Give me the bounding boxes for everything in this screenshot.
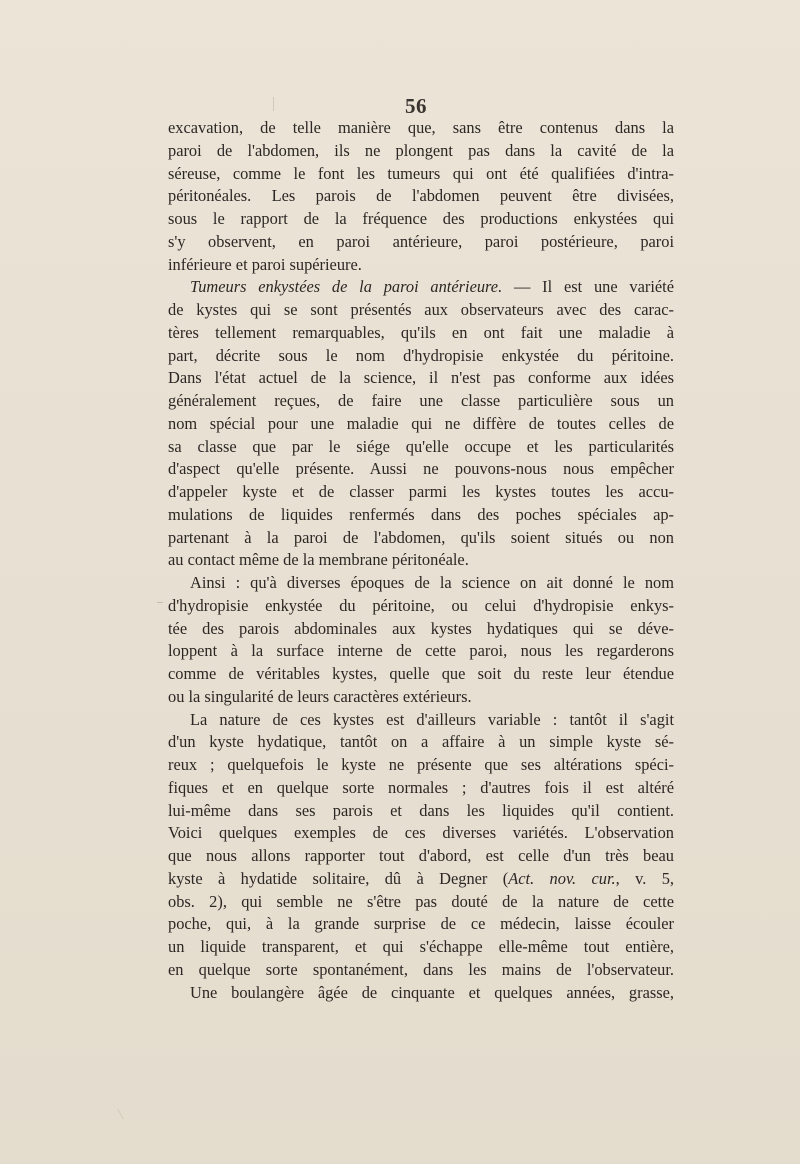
text-line: excavation, de telle manière que, sans être contenus dans la — [168, 118, 674, 137]
section-heading: Tumeurs enkystées de la paroi antérieure. — [190, 277, 503, 297]
text-fragment: kyste à hydatide solitaire, dû à Degner ( — [168, 868, 509, 888]
text-line: reux ; quelquefois le kyste ne présente que ses altérations spéci- — [168, 755, 674, 774]
text-line: sous le rapport de la fréquence des productions enkystées qui — [168, 209, 674, 228]
text-line: mulations de liquides renfermés dans des poches spéciales ap- — [168, 504, 674, 524]
text-line: de kystes qui se sont présentés aux observateurs avec des carac- — [168, 300, 674, 319]
text-line: d'aspect qu'elle présente. Aussi ne pouvons-nous nous empêcher — [168, 459, 674, 479]
text-line: nom spécial pour une maladie qui ne diffère de toutes celles de — [168, 413, 674, 433]
text-line: loppent à la surface interne de cette paroi, nous les regarderons — [168, 641, 674, 661]
text-line: d'appeler kyste et de classer parmi les kystes toutes les accu- — [168, 482, 674, 501]
text-line: partenant à la paroi de l'abdomen, qu'ils soient situés ou non — [168, 527, 674, 547]
text-line: en quelque sorte spontanément, dans les mains de l'observateur. — [168, 959, 674, 979]
text-fragment: — Il est une variété — [513, 277, 674, 297]
scan-mark — [273, 97, 274, 111]
text-line: Dans l'état actuel de la science, il n'est pas conforme aux idées — [168, 368, 674, 388]
text-line: séreuse, comme le font les tumeurs qui ont été qualifiées d'intra- — [168, 163, 674, 183]
text-line: lui-même dans ses parois et dans les liquides qu'il contient. — [168, 800, 674, 820]
text-line-with-citation — [168, 868, 674, 891]
text-line: poche, qui, à la grande surprise de ce médecin, laisse écouler — [168, 914, 674, 934]
text-line: paroi de l'abdomen, ils ne plongent pas dans la cavité de la — [168, 140, 674, 160]
text-line: péritonéales. Les parois de l'abdomen peuvent être divisées, — [168, 186, 674, 206]
text-line: Une boulangère âgée de cinquante et quelques années, grasse, — [190, 982, 674, 1002]
text-fragment: , v. 5, — [615, 868, 674, 888]
text-line: généralement reçues, de faire une classe particulière sous un — [168, 391, 674, 410]
text-line: part, décrite sous le nom d'hydropisie enkystée du péritoine. — [168, 345, 674, 365]
text-line: obs. 2), qui semble ne s'être pas douté de la nature de cette — [168, 891, 674, 911]
text-line: sa classe que par le siége qu'elle occupe et les particularités — [168, 436, 674, 456]
text-line: s'y observent, en paroi antérieure, paroi postérieure, paroi — [168, 231, 674, 251]
text-line: d'un kyste hydatique, tantôt on a affaire à un simple kyste sé- — [168, 732, 674, 752]
scan-mark — [157, 602, 163, 603]
text-line: comme de véritables kystes, quelle que soit du reste leur étendue — [168, 664, 674, 683]
text-line: ou la singularité de leurs caractères extérieurs. — [168, 686, 472, 706]
text-line: Ainsi : qu'à diverses époques de la science on ait donné le nom — [190, 573, 674, 592]
text-line: inférieure et paroi supérieure. — [168, 254, 362, 274]
text-line: fiques et en quelque sorte normales ; d'autres fois il est altéré — [168, 777, 674, 797]
text-line: que nous allons rapporter tout d'abord, est celle d'un très beau — [168, 846, 674, 865]
text-line: La nature de ces kystes est d'ailleurs variable : tantôt il s'agit — [190, 709, 674, 729]
page-number: 56 — [405, 94, 427, 118]
body-text — [168, 117, 674, 1004]
scan-mark — [117, 1109, 124, 1120]
text-line: tères tellement remarquables, qu'ils en ont fait une maladie à — [168, 322, 674, 342]
text-line: d'hydropisie enkystée du péritoine, ou celui d'hydropisie enkys- — [168, 595, 674, 615]
text-line: tée des parois abdominales aux kystes hydatiques qui se déve- — [168, 618, 674, 638]
text-line: au contact même de la membrane péritonéale. — [168, 550, 469, 570]
text-line: un liquide transparent, et qui s'échappe elle-même tout entière, — [168, 937, 674, 956]
section-heading-line — [168, 276, 674, 299]
citation: Act. nov. cur. — [508, 868, 616, 888]
text-line: Voici quelques exemples de ces diverses variétés. L'observation — [168, 823, 674, 843]
